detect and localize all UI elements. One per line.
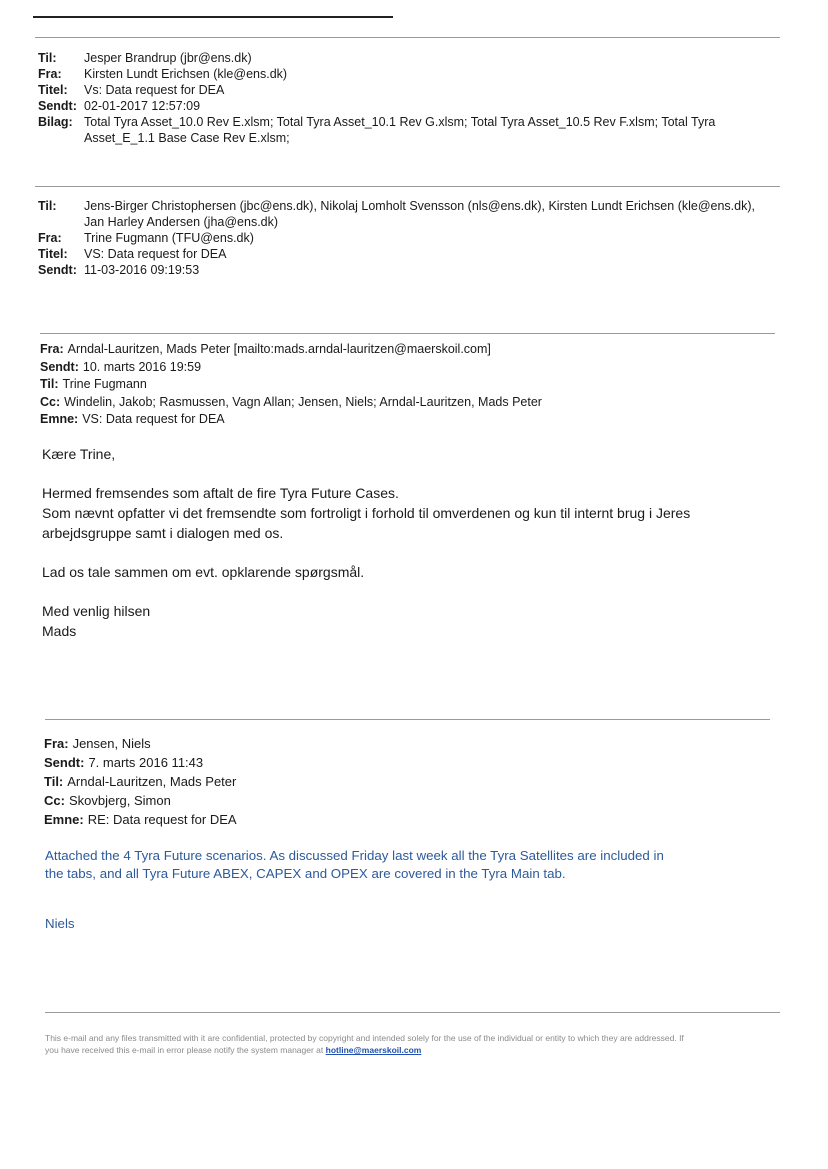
til-label: Til: [38,51,57,65]
disclaimer-line-2: you have received this e-mail in error please notify the system manager at [45,1045,324,1055]
cc-value: Skovbjerg, Simon [68,793,171,808]
fra-label: Fra: [38,67,62,81]
disclaimer-line-1: This e-mail and any files transmitted with it are confidential, protected by copyright and intended solely for the use of the individual or entity to which they are addressed. If [45,1033,684,1043]
separator-5 [45,1012,780,1013]
body-line-1: Attached the 4 Tyra Future scenarios. As discussed Friday last week all the Tyra Satellites are included in [45,848,664,863]
til-label: Til: [38,199,57,213]
emne-label: Emne: [40,412,79,426]
fra-label: Fra: [44,736,69,751]
sendt-label: Sendt: [40,359,79,374]
email1-header [38,50,778,146]
email4-body [45,847,805,933]
cc-label: Cc: [44,793,65,808]
fra-value: Kirsten Lundt Erichsen (kle@ens.dk) [84,67,288,81]
disclaimer [45,1032,785,1056]
sendt-value: 10. marts 2016 19:59 [82,359,202,374]
sendt-value: 7. marts 2016 11:43 [88,755,204,770]
bilag-value: Total Tyra Asset_10.0 Rev E.xlsm; Total Tyra Asset_10.1 Rev G.xlsm; Total Tyra Asset_10.5 Rev F.xlsm; Total Tyra Asset_E_1.1 Base Case Rev E.xlsm; [84,115,716,145]
til-value: Jesper Brandrup (jbr@ens.dk) [84,51,252,65]
greeting: Kære Trine, [42,446,116,462]
titel-label: Titel: [38,247,68,261]
emne-label: Emne: [44,812,84,827]
hotline-email-link[interactable]: hotline@maerskoil.com [325,1045,422,1055]
top-rule [33,16,393,18]
sendt-value: 02-01-2017 12:57:09 [84,99,201,113]
til-value: Trine Fugmann [62,377,147,391]
paragraph-3: Lad os tale sammen om evt. opklarende spørgsmål. [42,564,365,580]
titel-label: Titel: [38,83,68,97]
fra-value: Jensen, Niels [72,736,151,751]
fra-value: Trine Fugmann (TFU@ens.dk) [84,231,254,245]
til-value: Arndal-Lauritzen, Mads Peter [67,774,237,789]
emne-value: VS: Data request for DEA [82,412,225,426]
separator-2 [35,186,780,187]
sendt-label: Sendt: [44,755,85,770]
titel-value: VS: Data request for DEA [84,247,227,261]
bilag-label: Bilag: [38,115,73,129]
paragraph-2b: arbejdsgruppe samt i dialogen med os. [42,525,284,541]
sendt-label: Sendt: [38,99,77,113]
email4-header [44,734,784,829]
separator-3 [40,333,775,334]
separator-1 [35,37,780,38]
paragraph-2a: Som nævnt opfatter vi det fremsendte som fortroligt i forhold til omverdenen og kun til internt brug i Jeres [42,505,691,521]
closing: Med venlig hilsen [42,603,151,619]
separator-4 [45,719,770,720]
signature: Mads [42,623,77,639]
sendt-value: 11-03-2016 09:19:53 [84,263,200,277]
email3-body [42,444,782,641]
til-label: Til: [44,774,64,789]
body-line-2: the tabs, and all Tyra Future ABEX, CAPEX and OPEX are covered in the Tyra Main tab. [45,866,566,881]
fra-label: Fra: [40,342,64,356]
cc-value: Windelin, Jakob; Rasmussen, Vagn Allan; Jensen, Niels; Arndal-Lauritzen, Mads Peter [64,394,542,409]
til-label: Til: [40,377,59,391]
paragraph-1: Hermed fremsendes som aftalt de fire Tyra Future Cases. [42,485,399,501]
email2-header [38,198,778,278]
fra-label: Fra: [38,231,62,245]
email3-header [40,341,780,429]
emne-value: RE: Data request for DEA [87,812,237,827]
sendt-label: Sendt: [38,263,77,277]
cc-label: Cc: [40,394,61,409]
signature: Niels [45,916,75,931]
til-value: Jens-Birger Christophersen (jbc@ens.dk), Nikolaj Lomholt Svensson (nls@ens.dk), Kirsten Lundt Erichsen (kle@ens.dk), Jan Harley Andersen (jha@ens.dk) [84,199,755,229]
titel-value: Vs: Data request for DEA [84,83,225,97]
fra-value: Arndal-Lauritzen, Mads Peter [mailto:mads.arndal-lauritzen@maerskoil.com] [67,342,491,356]
